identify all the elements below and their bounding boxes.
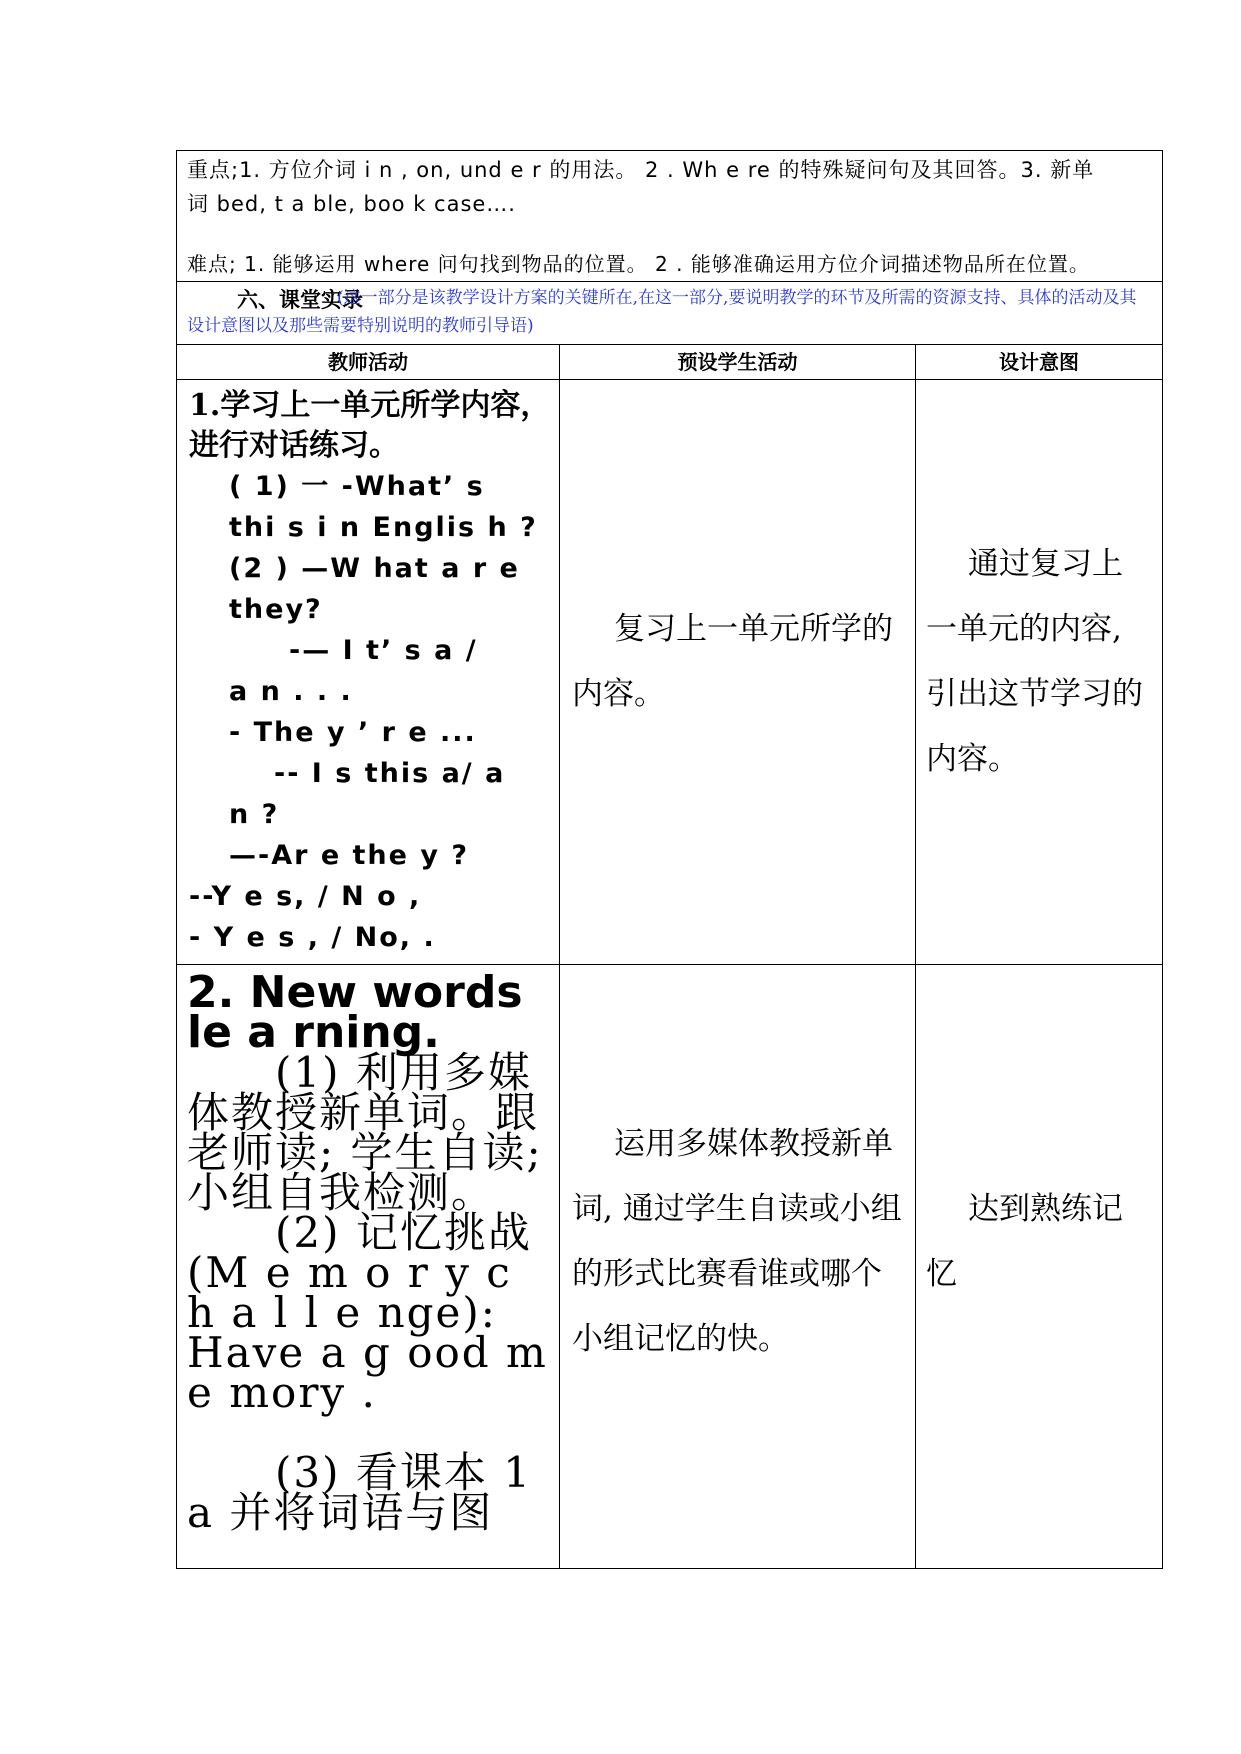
key-points-line-2: 词 bed, t a ble, boo k case…. [187, 192, 516, 216]
step1-student-text: 复习上一单元所学的内容。 [572, 611, 893, 712]
key-points-row [177, 151, 1163, 282]
step2-line: (3) 看课本 1 a 并将词语与图 [187, 1448, 532, 1537]
step2-student-cell [560, 965, 916, 1569]
section-row [177, 282, 1163, 345]
dialogue-line: —-Ar e the y ? [229, 840, 470, 871]
step2-heading: 2. New words le a rning. [187, 967, 523, 1058]
step1-intent-cell [916, 380, 1163, 965]
dialogue-line: --Y e s, / N o , [189, 881, 422, 912]
step2-teacher-cell [177, 965, 560, 1569]
key-points-cell [177, 151, 1163, 282]
header-student: 预设学生活动 [560, 345, 916, 380]
step1-teacher-cell [177, 380, 560, 965]
step1-intent-text: 通过复习上一单元的内容,引出这节学习的内容。 [926, 546, 1143, 777]
spacer [177, 221, 1162, 247]
step2-line: (2) 记忆挑战(M e m o r y c h a l l e nge): Have a g ood m e mory . [187, 1208, 548, 1417]
lesson-plan-table [176, 150, 1163, 1569]
section-title: 六、课堂实录 [237, 287, 363, 312]
dialogue-line: a n . . . [229, 676, 353, 707]
dialogue-line: (2 ) —W hat a r e [229, 553, 520, 584]
section-cell [177, 282, 1163, 345]
difficulty-line: 难点; 1. 能够运用 where 问句找到物品的位置。 2 . 能够准确运用方位介词描述物品所在位置。 [187, 252, 1090, 276]
step2-line [187, 1413, 551, 1453]
dialogue-line: ( 1) 一 -What’ s [229, 471, 485, 502]
step2-intent-text: 达到熟练记忆 [926, 1190, 1123, 1292]
dialogue-line: -- I s this a/ a [274, 758, 506, 789]
step2-student-text: 运用多媒体教授新单词, 通过学生自读或小组的形式比赛看谁或哪个小组记忆的快。 [572, 1125, 902, 1357]
step2-line: (1) 利用多媒体教授新单词。跟老师读; 学生自读; 小组自我检测。 [187, 1048, 543, 1217]
dialogue-line: - Y e s , / No, . [189, 922, 436, 953]
step1-heading: 1.学习上一单元所学内容，进行对话练习。 [189, 388, 551, 463]
step2-intent-cell [916, 965, 1163, 1569]
header-teacher: 教师活动 [177, 345, 560, 380]
dialogue-line: -— I t’ s a / [289, 635, 478, 666]
step2-body [177, 1048, 559, 1539]
section-note: (这一部分是该教学设计方案的关键所在,在这一部分,要说明教学的环节及所需的资源支持、具体的活动及其设计意图以及那些需要特别说明的教师引导语) [187, 288, 1137, 336]
header-row [177, 345, 1163, 380]
key-points-line-1: 重点;1. 方位介词 i n , on, und e r 的用法。 2 . Wh e re 的特殊疑问句及其回答。3. 新单 [187, 158, 1095, 182]
header-intent: 设计意图 [916, 345, 1163, 380]
step2-row [177, 965, 1163, 1569]
dialogue-line: - The y ’ r e ... [229, 717, 477, 748]
step1-student-cell [560, 380, 916, 965]
dialogue-line: they? [229, 594, 323, 625]
dialogue-line: n ? [229, 799, 280, 830]
dialogue-line: thi s i n Englis h ? [229, 512, 538, 543]
step1-row [177, 380, 1163, 965]
step1-dialogue [177, 466, 559, 964]
